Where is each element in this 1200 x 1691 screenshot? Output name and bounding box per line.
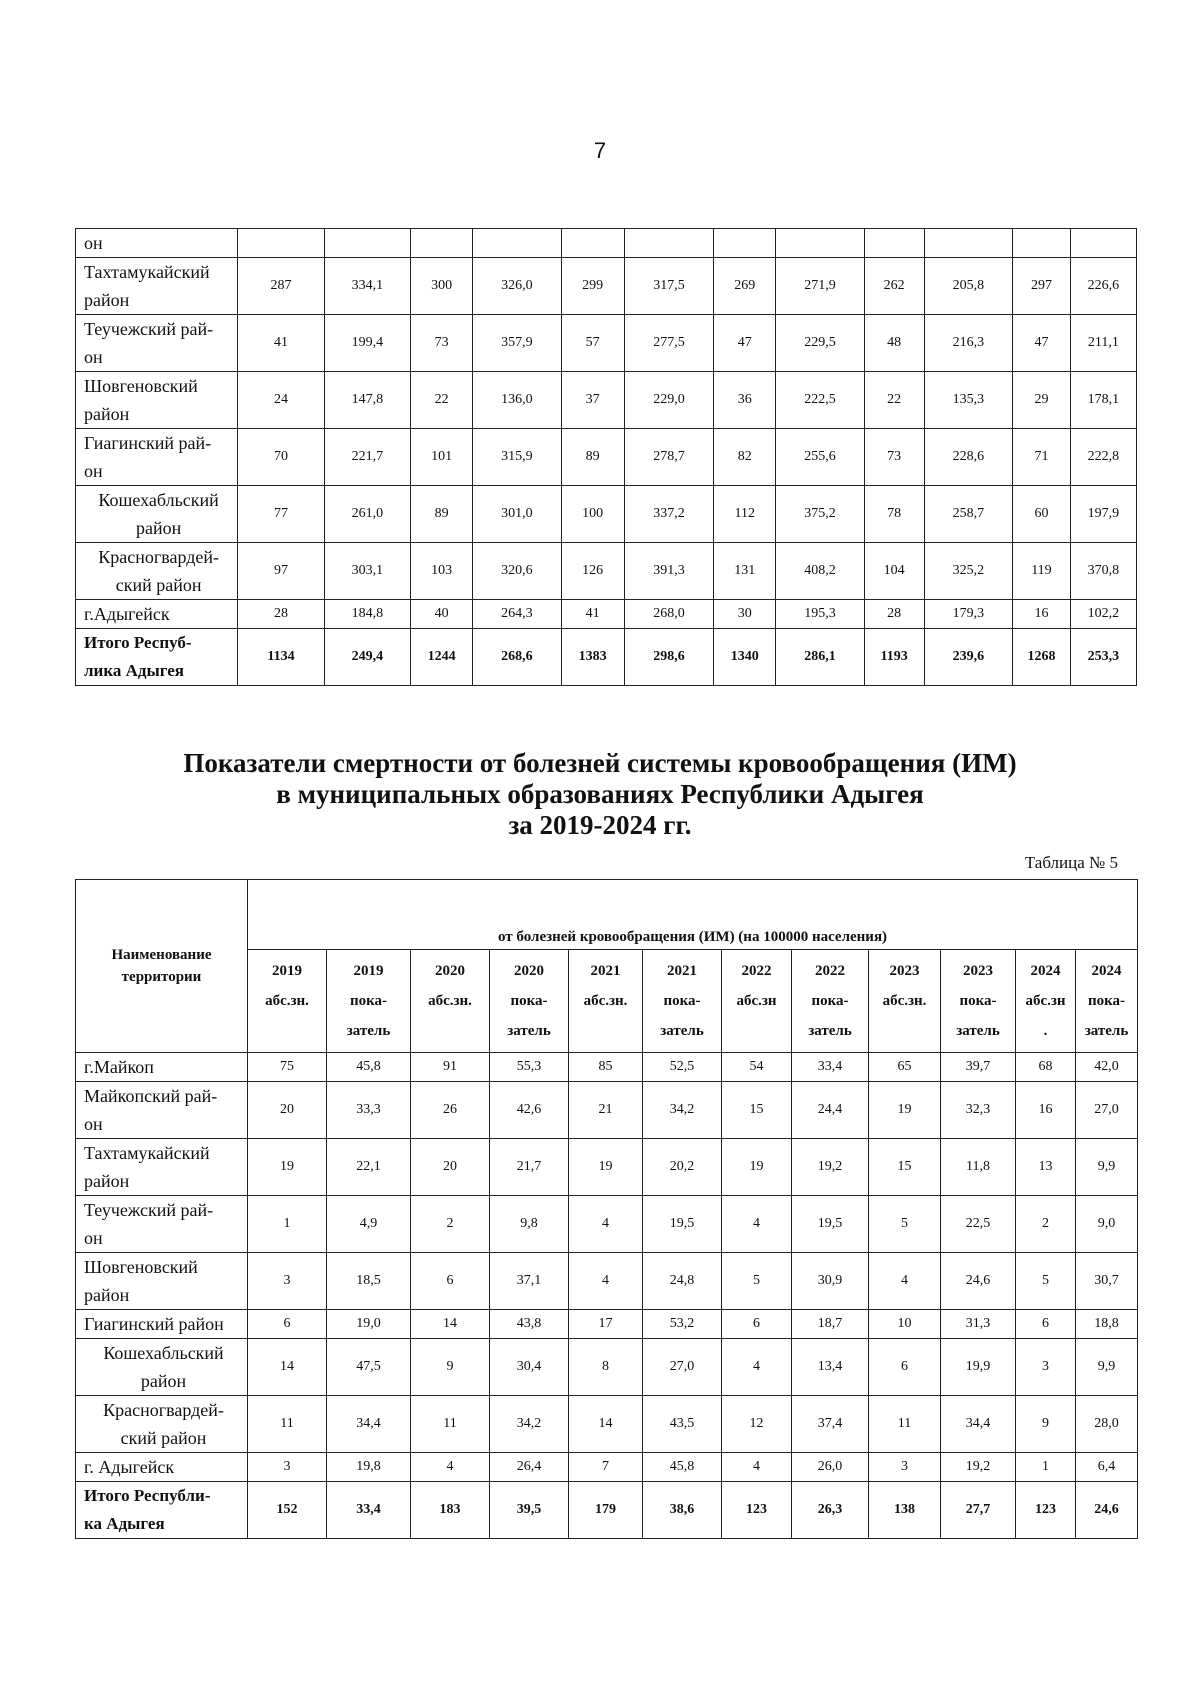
cell-value: 261,0 — [324, 486, 410, 543]
cell-value: 71 — [1013, 429, 1071, 486]
cell-value: 178,1 — [1070, 372, 1136, 429]
cell-value: 30,4 — [490, 1339, 569, 1396]
row-name: г.Адыгейск — [76, 600, 238, 629]
cell-value: 9,9 — [1076, 1339, 1138, 1396]
cell-value: 6,4 — [1076, 1453, 1138, 1482]
cell-value: 6 — [722, 1310, 792, 1339]
cell-value: 16 — [1013, 600, 1071, 629]
table-row — [76, 1453, 1138, 1482]
cell-value: 18,8 — [1076, 1310, 1138, 1339]
table-row — [76, 1482, 1138, 1539]
cell-value: 5 — [722, 1253, 792, 1310]
cell-value: 73 — [864, 429, 924, 486]
cell-value: 27,0 — [1076, 1082, 1138, 1139]
cell-value: 13,4 — [792, 1339, 869, 1396]
cell-value: 15 — [869, 1139, 941, 1196]
column-header: 2023 абс.зн. — [869, 950, 941, 1053]
cell-value: 19,9 — [941, 1339, 1016, 1396]
cell-value: 30 — [714, 600, 776, 629]
cell-value: 14 — [411, 1310, 490, 1339]
cell-value: 37,1 — [490, 1253, 569, 1310]
column-header: 2021 абс.зн. — [569, 950, 643, 1053]
cell-value: 195,3 — [776, 600, 865, 629]
cell-value: 249,4 — [324, 629, 410, 686]
cell-value: 299 — [561, 258, 624, 315]
cell-value: 19,0 — [327, 1310, 411, 1339]
cell-value: 315,9 — [473, 429, 562, 486]
cell-value: 45,8 — [643, 1453, 722, 1482]
table-row — [76, 229, 1137, 258]
cell-value: 1 — [1016, 1453, 1076, 1482]
cell-value: 37 — [561, 372, 624, 429]
table-row — [76, 600, 1137, 629]
row-name: Теучежский рай- он — [76, 1196, 248, 1253]
cell-value: 325,2 — [924, 543, 1013, 600]
row-name: Шовгеновский район — [76, 1253, 248, 1310]
row-name: Кошехабльский район — [76, 1339, 248, 1396]
row-name: Красногвардей- ский район — [76, 543, 238, 600]
table-row — [76, 543, 1137, 600]
cell-value: 24,4 — [792, 1082, 869, 1139]
cell-value: 30,7 — [1076, 1253, 1138, 1310]
cell-value: 216,3 — [924, 315, 1013, 372]
cell-value: 131 — [714, 543, 776, 600]
cell-value: 16 — [1016, 1082, 1076, 1139]
cell-value: 34,2 — [490, 1396, 569, 1453]
header-territory: Наименование территории — [76, 880, 248, 1053]
cell-value: 100 — [561, 486, 624, 543]
table-row — [76, 258, 1137, 315]
column-header: 2024 пока- затель — [1076, 950, 1138, 1053]
row-name: Итого Респуб- лика Адыгея — [76, 629, 238, 686]
cell-value: 39,5 — [490, 1482, 569, 1539]
cell-value: 65 — [869, 1053, 941, 1082]
cell-value: 123 — [722, 1482, 792, 1539]
table-number-label: Таблица № 5 — [1024, 853, 1118, 872]
cell-value: 1193 — [864, 629, 924, 686]
cell-value: 1 — [248, 1196, 327, 1253]
cell-value: 337,2 — [624, 486, 714, 543]
cell-value: 27,7 — [941, 1482, 1016, 1539]
cell-value: 19,2 — [792, 1139, 869, 1196]
cell-value: 317,5 — [624, 258, 714, 315]
cell-value: 19,5 — [792, 1196, 869, 1253]
row-name: г.Майкоп — [76, 1053, 248, 1082]
cell-value: 85 — [569, 1053, 643, 1082]
cell-value: 70 — [238, 429, 324, 486]
page-number: 7 — [593, 138, 607, 163]
cell-value: 47 — [714, 315, 776, 372]
table-row — [76, 629, 1137, 686]
table-row — [76, 1082, 1138, 1139]
cell-value: 19,2 — [941, 1453, 1016, 1482]
column-header: 2021 пока- затель — [643, 950, 722, 1053]
cell-value: 268,6 — [473, 629, 562, 686]
cell-value: 228,6 — [924, 429, 1013, 486]
cell-value: 22 — [411, 372, 473, 429]
cell-value: 19 — [869, 1082, 941, 1139]
row-name: Гиагинский рай- он — [76, 429, 238, 486]
table-row — [76, 1196, 1138, 1253]
cell-value: 43,5 — [643, 1396, 722, 1453]
cell-value: 391,3 — [624, 543, 714, 600]
cell-value: 19,5 — [643, 1196, 722, 1253]
cell-value: 101 — [411, 429, 473, 486]
cell-value: 326,0 — [473, 258, 562, 315]
cell-value: 75 — [248, 1053, 327, 1082]
cell-value: 1244 — [411, 629, 473, 686]
cell-value: 1268 — [1013, 629, 1071, 686]
cell-value: 14 — [248, 1339, 327, 1396]
cell-value: 37,4 — [792, 1396, 869, 1453]
cell-value: 53,2 — [643, 1310, 722, 1339]
cell-value: 52,5 — [643, 1053, 722, 1082]
cell-value: 301,0 — [473, 486, 562, 543]
cell-value: 19 — [569, 1139, 643, 1196]
column-header: 2019 пока- затель — [327, 950, 411, 1053]
cell-value: 269 — [714, 258, 776, 315]
cell-value: 126 — [561, 543, 624, 600]
cell-value: 4 — [869, 1253, 941, 1310]
cell-value: 43,8 — [490, 1310, 569, 1339]
row-name: Красногвардей- ский район — [76, 1396, 248, 1453]
cell-value: 21,7 — [490, 1139, 569, 1196]
cell-value: 30,9 — [792, 1253, 869, 1310]
column-header: 2024 абс.зн . — [1016, 950, 1076, 1053]
cell-value: 27,0 — [643, 1339, 722, 1396]
cell-value: 39,7 — [941, 1053, 1016, 1082]
cell-value: 26,3 — [792, 1482, 869, 1539]
cell-value: 370,8 — [1070, 543, 1136, 600]
cell-value: 21 — [569, 1082, 643, 1139]
table-row — [76, 429, 1137, 486]
cell-value: 6 — [248, 1310, 327, 1339]
cell-value: 2 — [1016, 1196, 1076, 1253]
table-row — [76, 1253, 1138, 1310]
cell-value: 298,6 — [624, 629, 714, 686]
cell-value: 82 — [714, 429, 776, 486]
cell-value: 10 — [869, 1310, 941, 1339]
cell-value: 211,1 — [1070, 315, 1136, 372]
cell-value: 24,6 — [1076, 1482, 1138, 1539]
cell-value: 34,2 — [643, 1082, 722, 1139]
cell-value: 183 — [411, 1482, 490, 1539]
cell-value: 11 — [248, 1396, 327, 1453]
cell-value: 2 — [411, 1196, 490, 1253]
cell-value: 264,3 — [473, 600, 562, 629]
cell-value: 97 — [238, 543, 324, 600]
title-line-2: в муниципальных образованиях Республики Адыгея — [276, 779, 924, 809]
cell-value: 41 — [561, 600, 624, 629]
cell-value: 9 — [411, 1339, 490, 1396]
cell-value: 6 — [1016, 1310, 1076, 1339]
cell-value: 38,6 — [643, 1482, 722, 1539]
cell-value: 15 — [722, 1082, 792, 1139]
cell-value: 41 — [238, 315, 324, 372]
cell-value: 28 — [864, 600, 924, 629]
section-title — [0, 748, 1200, 841]
cell-value: 40 — [411, 600, 473, 629]
cell-value: 34,4 — [327, 1396, 411, 1453]
column-header: 2020 пока- затель — [490, 950, 569, 1053]
cell-value: 239,6 — [924, 629, 1013, 686]
cell-value: 226,6 — [1070, 258, 1136, 315]
cell-value: 3 — [248, 1453, 327, 1482]
cell-value: 197,9 — [1070, 486, 1136, 543]
cell-value: 19 — [248, 1139, 327, 1196]
cell-value: 258,7 — [924, 486, 1013, 543]
cell-value: 6 — [869, 1339, 941, 1396]
cell-value: 42,0 — [1076, 1053, 1138, 1082]
cell-value: 123 — [1016, 1482, 1076, 1539]
row-name: Теучежский рай- он — [76, 315, 238, 372]
cell-value: 136,0 — [473, 372, 562, 429]
cell-value: 24,8 — [643, 1253, 722, 1310]
cell-value: 229,5 — [776, 315, 865, 372]
cell-value: 4,9 — [327, 1196, 411, 1253]
cell-value: 19 — [722, 1139, 792, 1196]
mortality-table-im — [75, 879, 1138, 1539]
cell-value: 26,0 — [792, 1453, 869, 1482]
cell-value: 408,2 — [776, 543, 865, 600]
cell-value: 138 — [869, 1482, 941, 1539]
cell-value: 255,6 — [776, 429, 865, 486]
mortality-table-continued — [75, 228, 1137, 686]
cell-value: 1134 — [238, 629, 324, 686]
column-header: 2019 абс.зн. — [248, 950, 327, 1053]
cell-value: 102,2 — [1070, 600, 1136, 629]
cell-value: 303,1 — [324, 543, 410, 600]
row-name: Гиагинский район — [76, 1310, 248, 1339]
cell-value: 229,0 — [624, 372, 714, 429]
cell-value: 20,2 — [643, 1139, 722, 1196]
cell-value: 205,8 — [924, 258, 1013, 315]
cell-value: 77 — [238, 486, 324, 543]
cell-value: 68 — [1016, 1053, 1076, 1082]
cell-value: 55,3 — [490, 1053, 569, 1082]
cell-value: 18,7 — [792, 1310, 869, 1339]
cell-value: 73 — [411, 315, 473, 372]
cell-value: 1383 — [561, 629, 624, 686]
cell-value: 3 — [248, 1253, 327, 1310]
cell-value: 18,5 — [327, 1253, 411, 1310]
cell-value: 5 — [1016, 1253, 1076, 1310]
cell-value: 14 — [569, 1396, 643, 1453]
table-row — [76, 1339, 1138, 1396]
cell-value: 300 — [411, 258, 473, 315]
cell-value: 9 — [1016, 1396, 1076, 1453]
cell-value: 4 — [569, 1253, 643, 1310]
cell-value: 33,4 — [792, 1053, 869, 1082]
cell-value: 9,9 — [1076, 1139, 1138, 1196]
cell-value: 221,7 — [324, 429, 410, 486]
cell-value: 33,4 — [327, 1482, 411, 1539]
cell-value: 22 — [864, 372, 924, 429]
cell-value: 31,3 — [941, 1310, 1016, 1339]
cell-value: 119 — [1013, 543, 1071, 600]
cell-value: 103 — [411, 543, 473, 600]
cell-value: 222,8 — [1070, 429, 1136, 486]
cell-value: 4 — [411, 1453, 490, 1482]
title-line-3: за 2019-2024 гг. — [508, 810, 692, 840]
cell-value: 20 — [411, 1139, 490, 1196]
cell-value: 184,8 — [324, 600, 410, 629]
table-row — [76, 1139, 1138, 1196]
cell-value: 11 — [869, 1396, 941, 1453]
cell-value: 12 — [722, 1396, 792, 1453]
cell-value: 4 — [569, 1196, 643, 1253]
table-row — [76, 1310, 1138, 1339]
cell-value: 6 — [411, 1253, 490, 1310]
cell-value: 8 — [569, 1339, 643, 1396]
cell-value: 179,3 — [924, 600, 1013, 629]
cell-value: 29 — [1013, 372, 1071, 429]
cell-value: 104 — [864, 543, 924, 600]
cell-value: 277,5 — [624, 315, 714, 372]
cell-value: 89 — [561, 429, 624, 486]
cell-value: 48 — [864, 315, 924, 372]
cell-value: 334,1 — [324, 258, 410, 315]
cell-value: 262 — [864, 258, 924, 315]
table-row — [76, 315, 1137, 372]
cell-value: 5 — [869, 1196, 941, 1253]
row-name: Шовгеновский район — [76, 372, 238, 429]
cell-value: 4 — [722, 1453, 792, 1482]
cell-value: 1340 — [714, 629, 776, 686]
title-line-1: Показатели смертности от болезней системы кровообращения (ИМ) — [183, 748, 1017, 778]
table-row — [76, 486, 1137, 543]
cell-value: 20 — [248, 1082, 327, 1139]
row-name: Тахтамукайский район — [76, 1139, 248, 1196]
cell-value: 24 — [238, 372, 324, 429]
cell-value: 26 — [411, 1082, 490, 1139]
column-header: 2020 абс.зн. — [411, 950, 490, 1053]
cell-value: 278,7 — [624, 429, 714, 486]
cell-value: 45,8 — [327, 1053, 411, 1082]
row-name: г. Адыгейск — [76, 1453, 248, 1482]
cell-value: 11,8 — [941, 1139, 1016, 1196]
cell-value: 60 — [1013, 486, 1071, 543]
cell-value: 357,9 — [473, 315, 562, 372]
cell-value: 91 — [411, 1053, 490, 1082]
row-name: Кошехабльский район — [76, 486, 238, 543]
cell-value: 147,8 — [324, 372, 410, 429]
cell-value: 4 — [722, 1339, 792, 1396]
cell-value: 54 — [722, 1053, 792, 1082]
cell-value: 34,4 — [941, 1396, 1016, 1453]
cell-value: 19,8 — [327, 1453, 411, 1482]
cell-value: 375,2 — [776, 486, 865, 543]
table-row — [76, 1053, 1138, 1082]
cell-value: 28,0 — [1076, 1396, 1138, 1453]
cell-value: 268,0 — [624, 600, 714, 629]
cell-value: 9,8 — [490, 1196, 569, 1253]
cell-value: 24,6 — [941, 1253, 1016, 1310]
cell-value: 32,3 — [941, 1082, 1016, 1139]
cell-value: 47,5 — [327, 1339, 411, 1396]
cell-value: 287 — [238, 258, 324, 315]
cell-value: 57 — [561, 315, 624, 372]
cell-value: 9,0 — [1076, 1196, 1138, 1253]
table-row — [76, 1396, 1138, 1453]
cell-value: 253,3 — [1070, 629, 1136, 686]
row-name: Тахтамукайский район — [76, 258, 238, 315]
table-row — [76, 372, 1137, 429]
cell-value: 47 — [1013, 315, 1071, 372]
cell-value: 22,1 — [327, 1139, 411, 1196]
cell-value: 320,6 — [473, 543, 562, 600]
row-name: он — [76, 229, 238, 258]
header-group: от болезней кровообращения (ИМ) (на 100000 населения) — [248, 880, 1138, 950]
column-header: 2022 абс.зн — [722, 950, 792, 1053]
column-header: 2022 пока- затель — [792, 950, 869, 1053]
cell-value: 89 — [411, 486, 473, 543]
cell-value: 26,4 — [490, 1453, 569, 1482]
cell-value: 3 — [869, 1453, 941, 1482]
cell-value: 36 — [714, 372, 776, 429]
cell-value: 42,6 — [490, 1082, 569, 1139]
cell-value: 135,3 — [924, 372, 1013, 429]
row-name: Майкопский рай- он — [76, 1082, 248, 1139]
cell-value: 199,4 — [324, 315, 410, 372]
cell-value: 222,5 — [776, 372, 865, 429]
row-name: Итого Республи- ка Адыгея — [76, 1482, 248, 1539]
cell-value: 17 — [569, 1310, 643, 1339]
cell-value: 179 — [569, 1482, 643, 1539]
cell-value: 297 — [1013, 258, 1071, 315]
cell-value: 3 — [1016, 1339, 1076, 1396]
cell-value: 33,3 — [327, 1082, 411, 1139]
cell-value: 28 — [238, 600, 324, 629]
cell-value: 7 — [569, 1453, 643, 1482]
cell-value: 112 — [714, 486, 776, 543]
cell-value: 152 — [248, 1482, 327, 1539]
cell-value: 11 — [411, 1396, 490, 1453]
cell-value: 286,1 — [776, 629, 865, 686]
cell-value: 4 — [722, 1196, 792, 1253]
cell-value: 13 — [1016, 1139, 1076, 1196]
cell-value: 78 — [864, 486, 924, 543]
cell-value: 22,5 — [941, 1196, 1016, 1253]
column-header: 2023 пока- затель — [941, 950, 1016, 1053]
cell-value: 271,9 — [776, 258, 865, 315]
